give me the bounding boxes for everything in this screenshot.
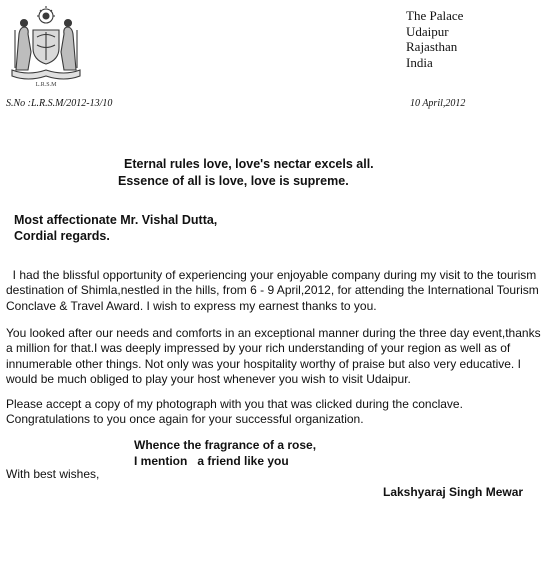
reference-number: S.No :L.R.S.M/2012-13/10	[6, 98, 113, 109]
signatory-name: Lakshyaraj Singh Mewar	[383, 485, 524, 499]
couplet-line: Eternal rules love, love's nectar excels all.	[124, 157, 374, 171]
couplet-line: Essence of all is love, love is supreme.	[118, 174, 349, 188]
letter-date: 10 April,2012	[410, 98, 466, 109]
address-line: Rajasthan	[406, 39, 458, 54]
royal-coat-of-arms-icon	[8, 4, 84, 88]
body-paragraph: You looked after our needs and comforts in an exceptional manner during the three day event,thanks a million for that.I was deeply impressed by your rich understanding of your region as well as of innumerable other things. Not only was your hospitality worthy of praise but also very educative. I would be much obliged to play your host whenever you wish to visit Udaipur.	[6, 326, 541, 386]
opening-couplet	[118, 156, 374, 190]
recipient-greeting: Most affectionate Mr. Vishal Dutta,	[14, 213, 218, 227]
palace-address	[406, 8, 463, 70]
closing-verse	[134, 438, 316, 469]
body-paragraph: Please accept a copy of my photograph with you that was clicked during the conclave. Congratulations to you once again for your successful organization.	[6, 397, 463, 427]
address-line: Udaipur	[406, 23, 449, 39]
emblem-motto: L.R.S.M	[35, 82, 57, 88]
verse-line: I mention a friend like you	[134, 453, 289, 468]
address-line: The Palace	[406, 8, 464, 23]
regards-line: Cordial regards.	[14, 229, 110, 243]
verse-line: Whence the fragrance of a rose,	[134, 438, 317, 452]
sign-off: With best wishes,	[6, 467, 100, 481]
body-paragraph: I had the blissful opportunity of experiencing your enjoyable company during my visit to the tourism destination of Shimla,nestled in the hills, from 6 - 9 April,2012, for attending the International Tourism Conclave & Travel Award. I wish to express my earnest thanks to you.	[6, 268, 543, 313]
address-line: India	[406, 54, 433, 70]
salutation	[14, 212, 217, 244]
